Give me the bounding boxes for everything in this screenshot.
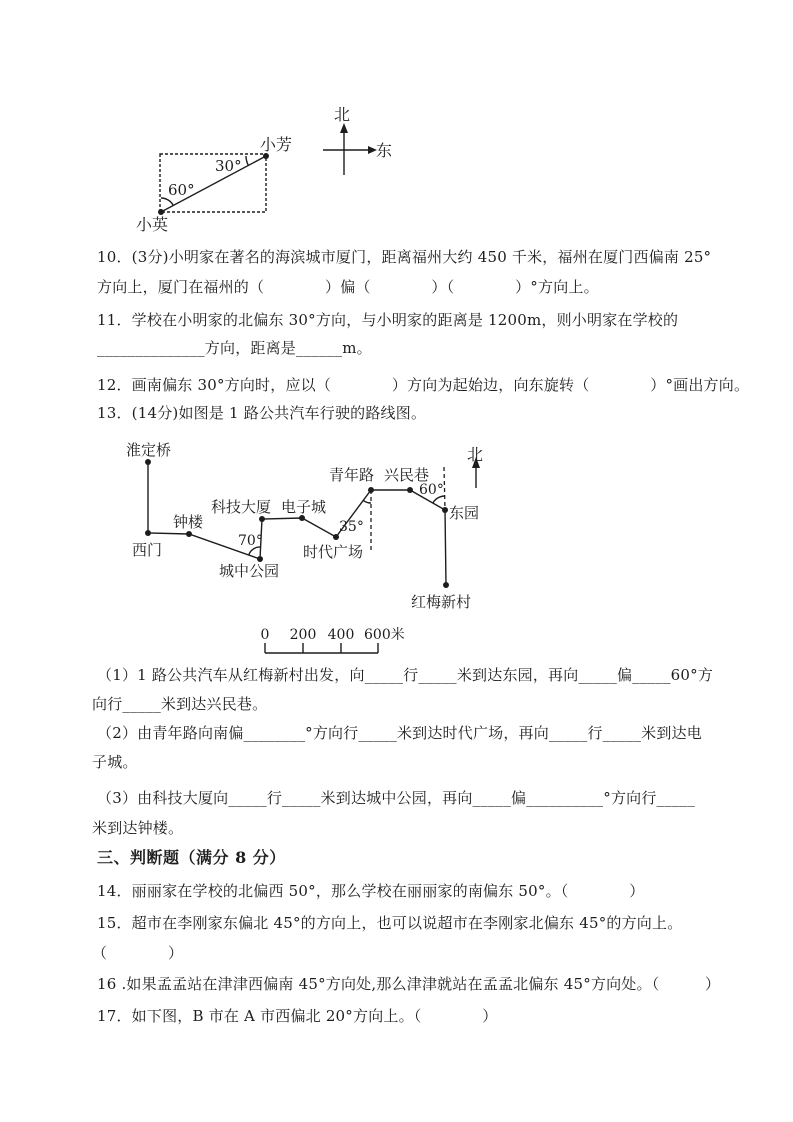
- station-shidai-square: 时代广场: [303, 543, 364, 561]
- xiaofang-label: 小芳: [260, 135, 293, 154]
- q13-part1-line-2: 向行_____米到达兴民巷。: [92, 695, 268, 713]
- angle-30-label: 30°: [215, 157, 242, 175]
- question-15-line-2: （ ）: [92, 944, 184, 962]
- station-dongyuan: 东园: [449, 504, 480, 522]
- station-xingmin-alley: 兴民巷: [384, 466, 430, 484]
- compass-cross-icon: [323, 123, 377, 175]
- section-3-heading: 三、判断题（满分 8 分）: [97, 848, 286, 867]
- scale-label-600m: 600米: [364, 627, 405, 643]
- xiaoying-label: 小英: [136, 215, 169, 234]
- question-10-line-1: 10．(3分)小明家在著名的海滨城市厦门，距离福州大约 450 千米，福州在厦门西偏南 25°: [97, 248, 712, 266]
- scale-bar: [265, 643, 378, 653]
- scale-label-200: 200: [289, 627, 317, 643]
- question-14-line-1: 14．丽丽家在学校的北偏西 50°，那么学校在丽丽家的南偏东 50°。（ ）: [97, 882, 645, 900]
- compass-east-label: 东: [376, 141, 393, 160]
- question-13-line-1: 13．(14分)如图是 1 路公共汽车行驶的路线图。: [97, 404, 427, 422]
- q13-part3-line-2: 米到达钟楼。: [92, 819, 184, 837]
- question-11-line-2: ______________方向，距离是______m。: [97, 339, 372, 357]
- dashed-north-line-dongyuan: [444, 467, 445, 510]
- question-11-line-1: 11．学校在小明家的北偏东 30°方向，与小明家的距离是 1200m，则小明家在学校的: [97, 311, 679, 329]
- scale-label-400: 400: [327, 627, 355, 643]
- question-12-line-1: 12．画南偏东 30°方向时，应以（ ）方向为起始边，向东旋转（ ）°画出方向。: [97, 376, 750, 394]
- station-huaidingqiao: 淮定桥: [126, 441, 172, 459]
- station-hongmei-village: 红梅新村: [411, 593, 472, 611]
- route-north-label: 北: [467, 445, 484, 464]
- q13-part1-line-1: （1）1 路公共汽车从红梅新村出发，向_____行_____米到达东园，再向_____偏_____60°方: [97, 666, 714, 684]
- station-zhonglou: 钟楼: [173, 513, 204, 531]
- angle-60-label: 60°: [419, 482, 444, 498]
- station-chengzhong-park: 城中公园: [219, 562, 280, 580]
- station-keji-building: 科技大厦: [211, 498, 272, 516]
- angle-60-label: 60°: [168, 181, 195, 199]
- angle-70-label: 70°: [238, 533, 263, 549]
- q13-part2-line-2: 子城。: [92, 753, 138, 771]
- q13-part2-line-1: （2）由青年路向南偏________°方向行_____米到达时代广场，再向_____行_____米到达电: [97, 724, 702, 742]
- station-qingnian-road: 青年路: [329, 466, 375, 484]
- question-16-line-1: 16 .如果孟孟站在津津西偏南 45°方向处,那么津津就站在孟孟北偏东 45°方向处。（ ）: [97, 975, 721, 993]
- q13-part3-line-1: （3）由科技大厦向_____行_____米到达城中公园，再向_____偏__________°方向行_____: [97, 789, 696, 807]
- compass-north-label: 北: [333, 105, 351, 124]
- scale-label-0: 0: [260, 627, 270, 643]
- angle-arc-30: [246, 156, 248, 165]
- bus-route-map: [90, 430, 510, 670]
- question-15-line-1: 15．超市在李刚家东偏北 45°的方向上，也可以说超市在李刚家北偏东 45°的方向上。: [97, 914, 683, 932]
- station-dianzicheng: 电子城: [281, 498, 327, 516]
- angle-arc-35: [363, 500, 371, 503]
- angle-35-label: 35°: [339, 519, 364, 535]
- angle-arc-60: [161, 198, 173, 205]
- question-10-line-2: 方向上，厦门在福州的（ ）偏（ ）（ ）°方向上。: [97, 278, 599, 296]
- question-17-line-1: 17．如下图，B 市在 A 市西偏北 20°方向上。（ ）: [97, 1007, 498, 1025]
- station-ximen: 西门: [132, 541, 163, 559]
- compass-rectangle-diagram: [120, 100, 410, 240]
